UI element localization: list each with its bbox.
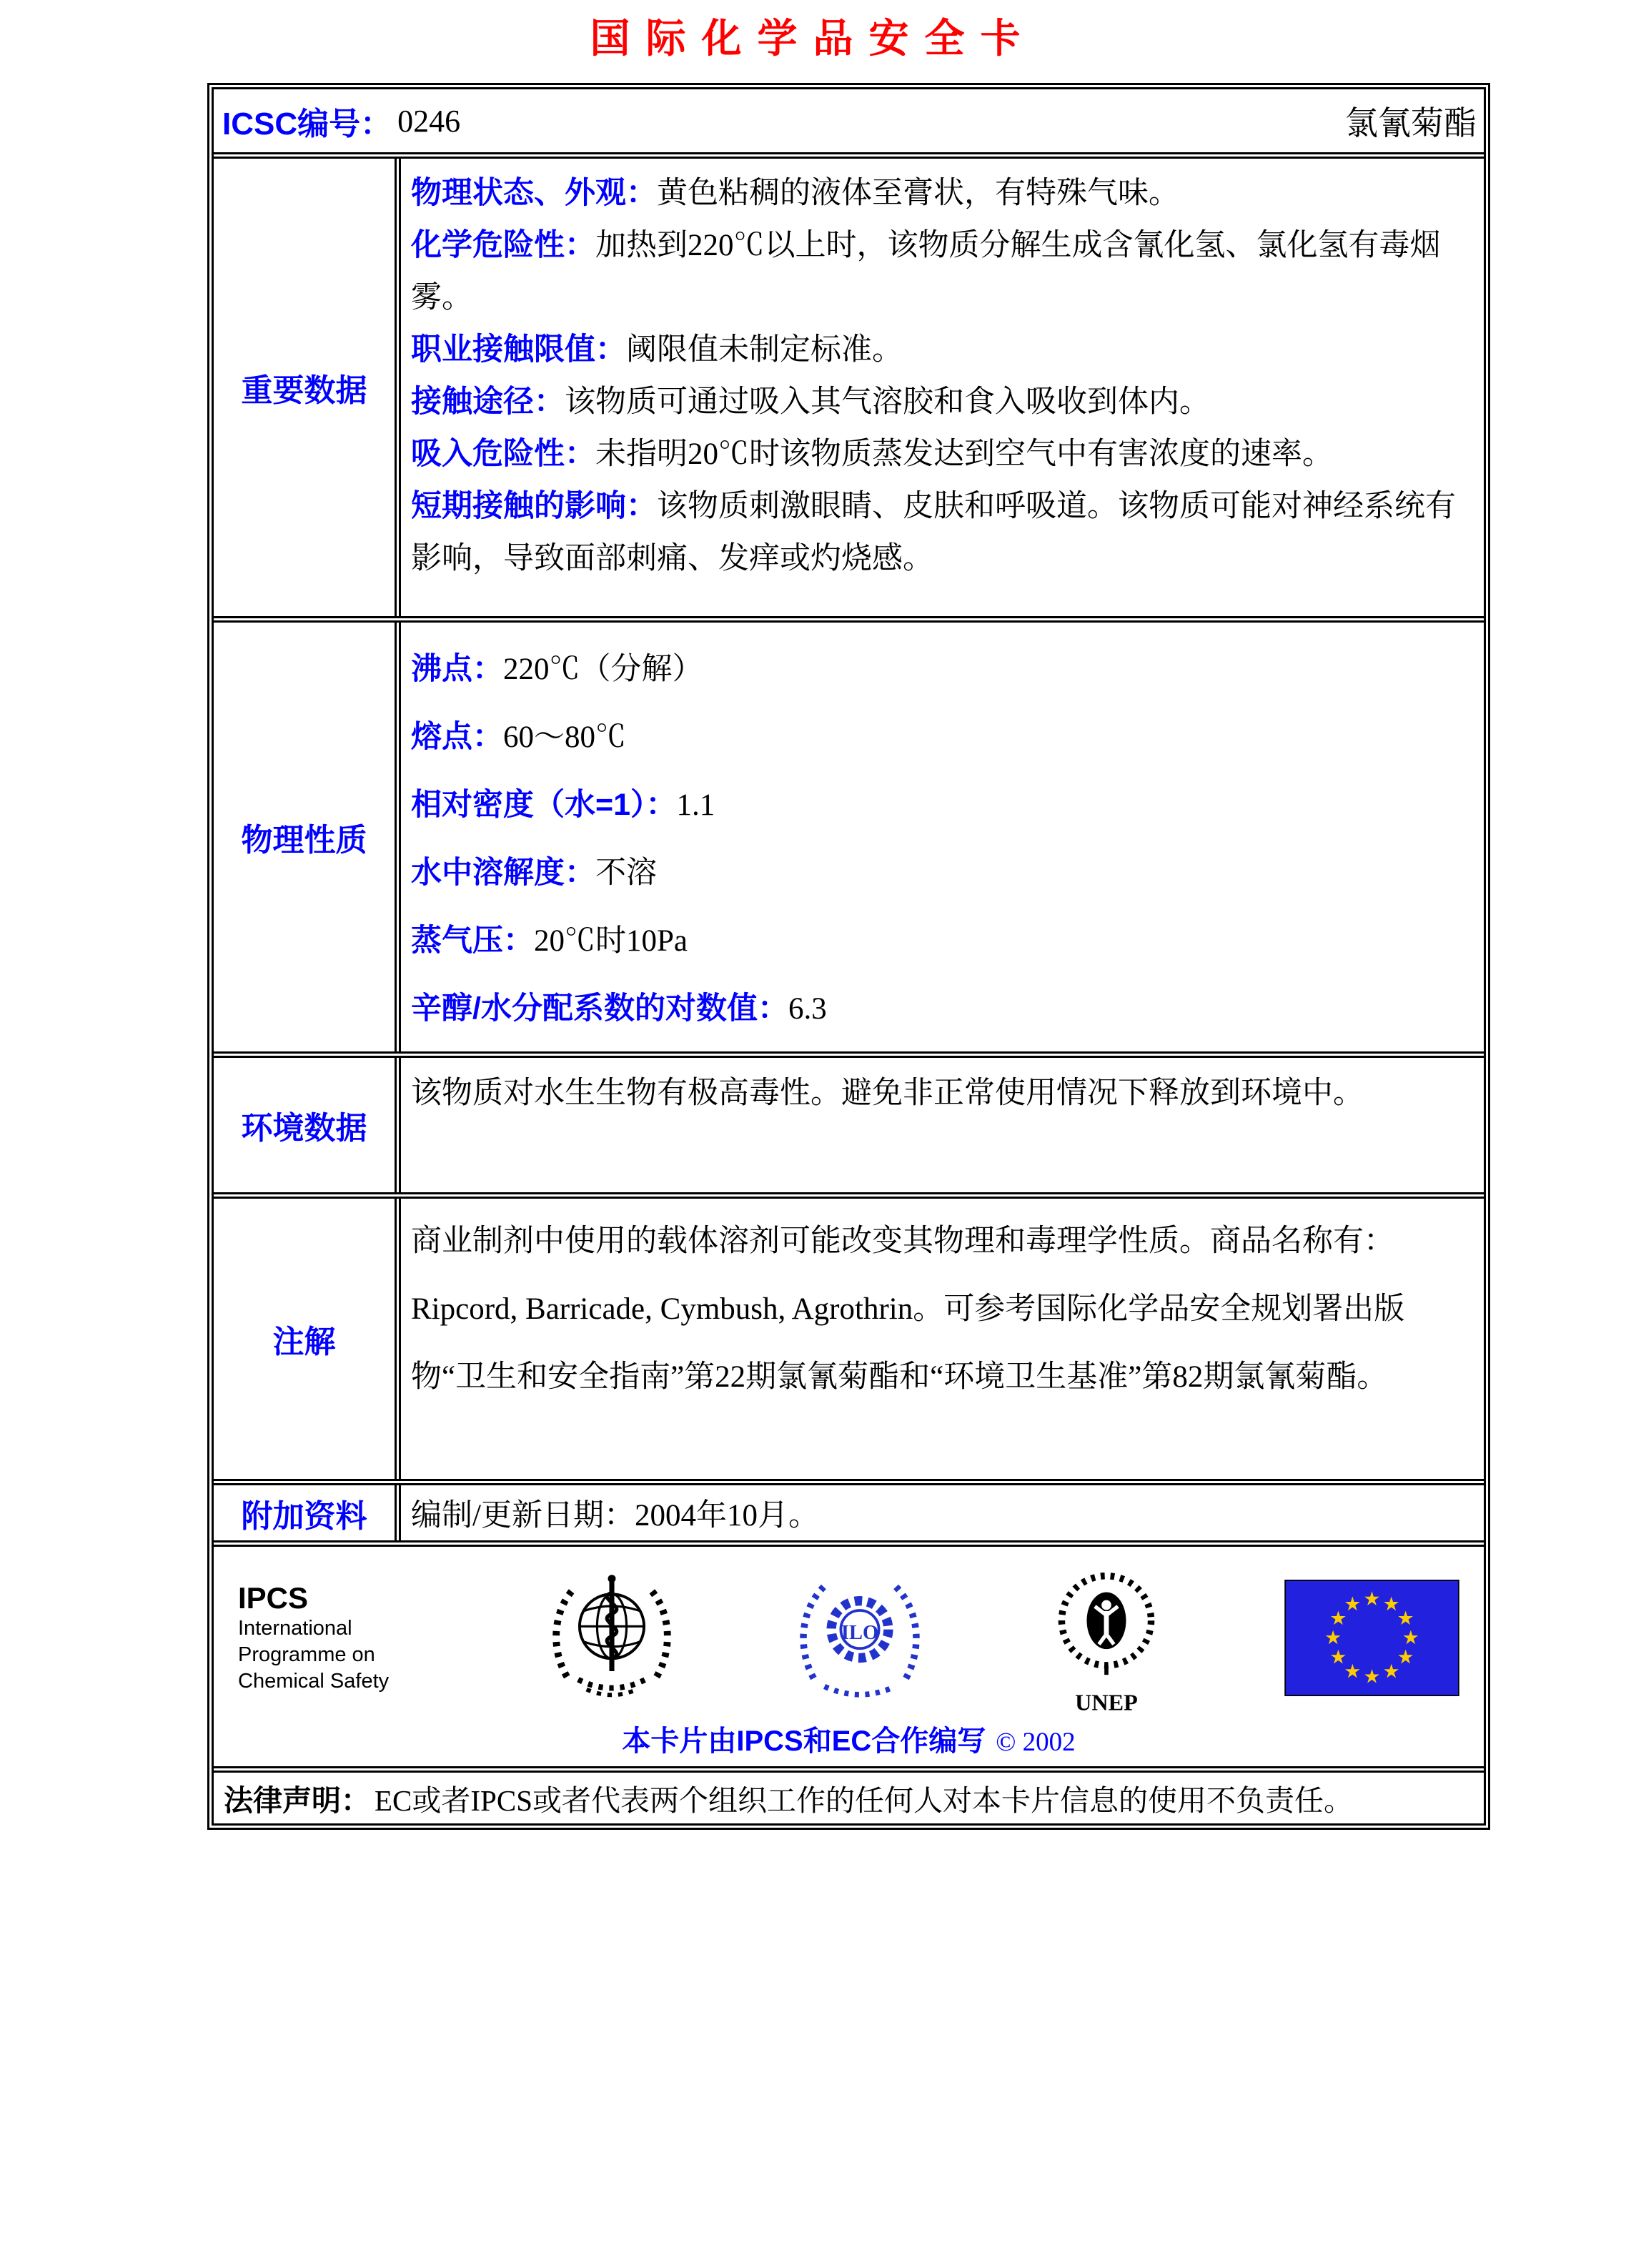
property-line: [411, 635, 1467, 703]
property-label: 熔点：: [411, 720, 503, 754]
important-data-item: [411, 480, 1467, 585]
icsc-number-value: 0246: [397, 103, 461, 139]
item-text: 黄色粘稠的液体至膏状，有特殊气味。: [657, 177, 1179, 210]
property-value: 1.1: [676, 788, 715, 822]
item-text: 阈限值未制定标准。: [626, 333, 903, 367]
property-value: 220℃（分解）: [503, 653, 703, 686]
item-text: 该物质刺激眼睛、皮肤和呼吸道。该物质可能对神经系统有影响，导致面部刺痛、发痒或灼烧感。: [411, 490, 1456, 575]
important-data-item: [411, 376, 1467, 428]
property-label: 辛醇/水分配系数的对数值：: [411, 991, 788, 1026]
property-label: 水中溶解度：: [411, 856, 595, 890]
legal-notice-label: 法律声明：: [224, 1784, 370, 1817]
section-label-cell: [214, 623, 401, 1051]
update-date-line: [411, 1491, 819, 1535]
important-data-item: [411, 219, 1467, 324]
physical-properties-content: [401, 623, 1484, 1051]
additional-info-label: 附加资料: [241, 1498, 367, 1534]
ilo-logo-icon: [792, 1570, 928, 1705]
icsc-number-label: ICSC编号：: [222, 107, 392, 142]
update-date-value: 2004年10月。: [634, 1499, 819, 1532]
section-notes: [214, 1192, 1484, 1479]
item-label: 短期接触的影响：: [411, 489, 657, 523]
legal-notice-row: [214, 1766, 1484, 1823]
card-header-row: [214, 89, 1484, 152]
item-text: 加热到220℃以上时，该物质分解生成含氰化氢、氯化氢有毒烟雾。: [411, 229, 1441, 315]
environmental-data-content: [401, 1058, 1484, 1192]
property-line: [411, 907, 1467, 975]
page-title: 国际化学品安全卡: [590, 16, 1036, 61]
item-text: 未指明20℃时该物质蒸发达到空气中有害浓度的速率。: [595, 437, 1333, 471]
property-line: [411, 975, 1467, 1043]
ipcs-acronym: IPCS: [238, 1580, 309, 1615]
notes-content: [401, 1199, 1484, 1479]
item-text: 该物质可通过吸入其气溶胶和食入吸收到体内。: [565, 385, 1210, 419]
ipcs-line: Programme on: [238, 1643, 375, 1666]
section-label-cell: [214, 159, 401, 616]
section-important-data: [214, 152, 1484, 616]
logos-row: [214, 1540, 1484, 1766]
property-line: [411, 839, 1467, 907]
important-data-item: [411, 167, 1467, 219]
ipcs-line: Chemical Safety: [238, 1669, 390, 1693]
item-label: 接触途径：: [411, 385, 565, 419]
item-label: 吸入危险性：: [411, 437, 595, 471]
notes-text: 商业制剂中使用的载体溶剂可能改变其物理和毒理学性质。商品名称有：Ripcord, Barricade, Cymbush, Agrothrin。可参考国际化学品安全规划署出版物“卫生和安全指南”第22期氯氰菊酯和“环境卫生基准”第82期氯氰菊酯。: [411, 1224, 1405, 1394]
property-value: 20℃时10Pa: [534, 924, 688, 958]
important-data-content: [401, 159, 1484, 616]
item-label: 化学危险性：: [411, 228, 595, 262]
item-label: 职业接触限值：: [411, 332, 626, 367]
icsc-card: [207, 83, 1490, 1830]
property-value: 6.3: [788, 992, 827, 1026]
logos-line: [238, 1560, 1459, 1715]
section-label-cell: [214, 1058, 401, 1192]
section-label-cell: [214, 1199, 401, 1479]
notes-label: 注解: [272, 1324, 336, 1360]
important-data-label: 重要数据: [241, 373, 367, 408]
eu-flag-icon: [1284, 1580, 1459, 1696]
property-value: 不溶: [595, 856, 657, 890]
item-label: 物理状态、外观：: [411, 176, 657, 210]
cooperation-caption: 本卡片由IPCS和EC合作编写: [622, 1725, 986, 1757]
ipcs-text-block: [238, 1581, 431, 1695]
property-value: 60～80℃: [503, 720, 626, 754]
unep-logo-icon: [1038, 1560, 1174, 1715]
property-line: [411, 703, 1467, 771]
caption-line: [238, 1718, 1459, 1759]
important-data-item: [411, 428, 1467, 480]
legal-notice-text: EC或者IPCS或者代表两个组织工作的任何人对本卡片信息的使用不负责任。: [375, 1784, 1353, 1817]
chemical-name: 氯氰菊酯: [1345, 105, 1477, 142]
update-date-label: 编制/更新日期：: [411, 1499, 635, 1532]
section-label-cell: [214, 1485, 401, 1540]
section-additional-info: [214, 1479, 1484, 1540]
property-label: 沸点：: [411, 652, 503, 686]
property-label: 相对密度（水=1）：: [411, 788, 677, 822]
property-label: 蒸气压：: [411, 923, 534, 958]
who-logo-icon: [542, 1568, 682, 1708]
environmental-data-label: 环境数据: [241, 1111, 367, 1146]
section-physical-properties: [214, 616, 1484, 1051]
additional-info-content: [401, 1485, 1484, 1540]
unep-logo-text: UNEP: [1074, 1689, 1138, 1715]
ipcs-line: International: [238, 1616, 352, 1640]
physical-properties-label: 物理性质: [241, 823, 367, 858]
copyright-text: © 2002: [996, 1728, 1076, 1757]
property-line: [411, 771, 1467, 839]
ilo-logo-text: ILO: [841, 1621, 879, 1644]
environmental-data-text: 该物质对水生生物有极高毒性。避免非正常使用情况下释放到环境中。: [411, 1076, 1364, 1110]
important-data-item: [411, 324, 1467, 376]
section-environmental-data: [214, 1051, 1484, 1192]
